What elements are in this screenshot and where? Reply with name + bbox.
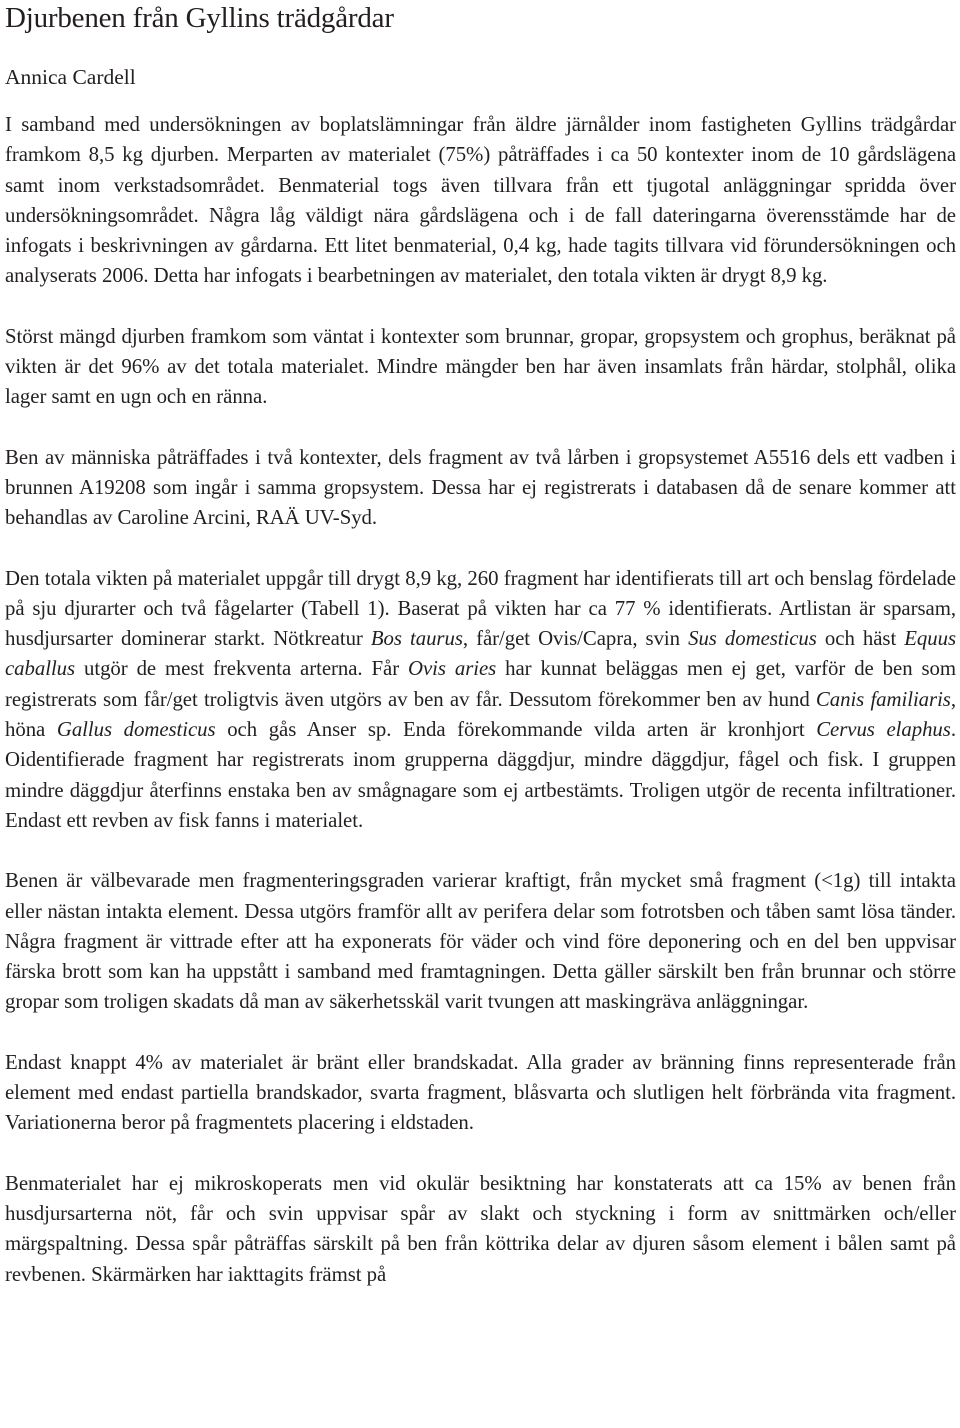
paragraph-text: , höna <box>5 687 956 742</box>
paragraph-2 <box>5 322 956 413</box>
species-name: Sus domesticus <box>688 627 817 651</box>
paragraph-text: har kunnat beläggas men ej get, varför de ben som registrerats som får/get troligtvis även utgörs av ben av får. Dessutom förekommer ben av hund <box>5 657 956 711</box>
paragraph-6 <box>5 1048 956 1139</box>
paragraph-text: Benen är välbevarade men fragmenteringsgraden varierar kraftigt, från mycket små fragment (<1g) till intakta eller nästan intakta element. Dessa utgörs framför allt av perifera delar som fotrotsben och tåben samt lösa tänder. Några fragment är vittrade efter att ha exponerats för väder och vind före deponering och en del ben uppvisar färska brott som kan ha uppstått i samband med framtagningen. Detta gäller särskilt ben från brunnar och större gropar som troligen skadats då man av säkerhetsskäl varit tvungen att maskingräva anläggningar. <box>5 869 956 1014</box>
paragraph-4 <box>5 564 956 837</box>
species-name: Ovis aries <box>408 657 497 681</box>
paragraph-1 <box>5 110 956 292</box>
document-title: Djurbenen från Gyllins trädgårdar <box>5 2 394 34</box>
paragraph-3 <box>5 443 956 534</box>
author-name: Annica Cardell <box>5 65 136 89</box>
paragraph-text: Störst mängd djurben framkom som väntat i kontexter som brunnar, gropar, gropsystem och grophus, beräknat på vikten är det 96% av det totala materialet. Mindre mängder ben har även insamlats från härdar, stolphål, olika lager samt en ugn och en ränna. <box>5 324 956 409</box>
document-page <box>5 0 956 1290</box>
paragraph-text: . Oidentifierade fragment har registrerats inom grupperna däggdjur, mindre däggdjur, fågel och fisk. I gruppen mindre däggdjur återfinns enstaka ben av smågnagare som ej artbestämts. Troligen utgör de recenta infiltrationer. Endast ett revben av fisk fanns i materialet. <box>5 718 956 832</box>
paragraph-text: Ben av människa påträffades i två kontexter, dels fragment av två lårben i gropsystemet A5516 dels ett vadben i brunnen A19208 som ingår i samma gropsystem. Dessa har ej registrerats i databasen då de senare kommer att behandlas av Caroline Arcini, RAÄ UV-Syd. <box>5 445 956 530</box>
species-name: Equus caballus <box>5 627 956 681</box>
paragraph-text: I samband med undersökningen av boplatslämningar från äldre järnålder inom fastigheten Gyllins trädgårdar framkom 8,5 kg djurben. Merparten av materialet (75%) påträffades i ca 50 kontexter inom de 10 gårdslägena samt inom verkstadsområdet. Benmaterial togs även tillvara från ett tjugotal anläggningar spridda över undersökningsområdet. Några låg väldigt nära gårdslägena och i de fall dateringarna överensstämde har de infogats i beskrivningen av gårdarna. Ett litet benmaterial, 0,4 kg, hade tagits tillvara vid förundersökningen och analyserats 2006. Detta har infogats i bearbetningen av materialet, den totala vikten är drygt 8,9 kg. <box>5 113 956 288</box>
species-name: Gallus domesticus <box>56 718 216 742</box>
paragraph-5 <box>5 866 956 1017</box>
paragraph-text: utgör de mest frekventa arterna. Får <box>75 657 409 681</box>
paragraph-7 <box>5 1169 956 1290</box>
paragraph-text: Den totala vikten på materialet uppgår till drygt 8,9 kg, 260 fragment har identifierats till art och benslag fördelade på sju djurarter och två fågelarter (Tabell 1). Baserat på vikten har ca 77 % identifierats. Artlistan är sparsam, husdjursarter dominerar starkt. Nötkreatur <box>5 566 956 651</box>
species-name: Bos taurus <box>370 627 463 651</box>
paragraph-text: , får/get Ovis/Capra, svin <box>462 627 689 651</box>
paragraph-text: Endast knappt 4% av materialet är bränt eller brandskadat. Alla grader av bränning finns representerade från element med endast partiella brandskador, svarta fragment, blåsvarta och slutligen helt förbrända vita fragment. Variationerna beror på fragmentets placering i eldstaden. <box>5 1050 956 1135</box>
paragraph-text: och häst <box>816 627 905 651</box>
paragraph-text: Benmaterialet har ej mikroskoperats men vid okulär besiktning har konstaterats att ca 15% av benen från husdjursarterna nöt, får och svin uppvisar spår av slakt och styckning i form av snittmärken och/eller märgspaltning. Dessa spår påträffas särskilt på ben från köttrika delar av djuren såsom element i bålen samt på revbenen. Skärmärken har iakttagits främst på <box>5 1171 956 1286</box>
species-name: Cervus elaphus <box>816 718 951 742</box>
species-name: Canis familiaris <box>815 687 951 711</box>
paragraph-text: och gås Anser sp. Enda förekommande vilda arten är kronhjort <box>215 718 817 742</box>
